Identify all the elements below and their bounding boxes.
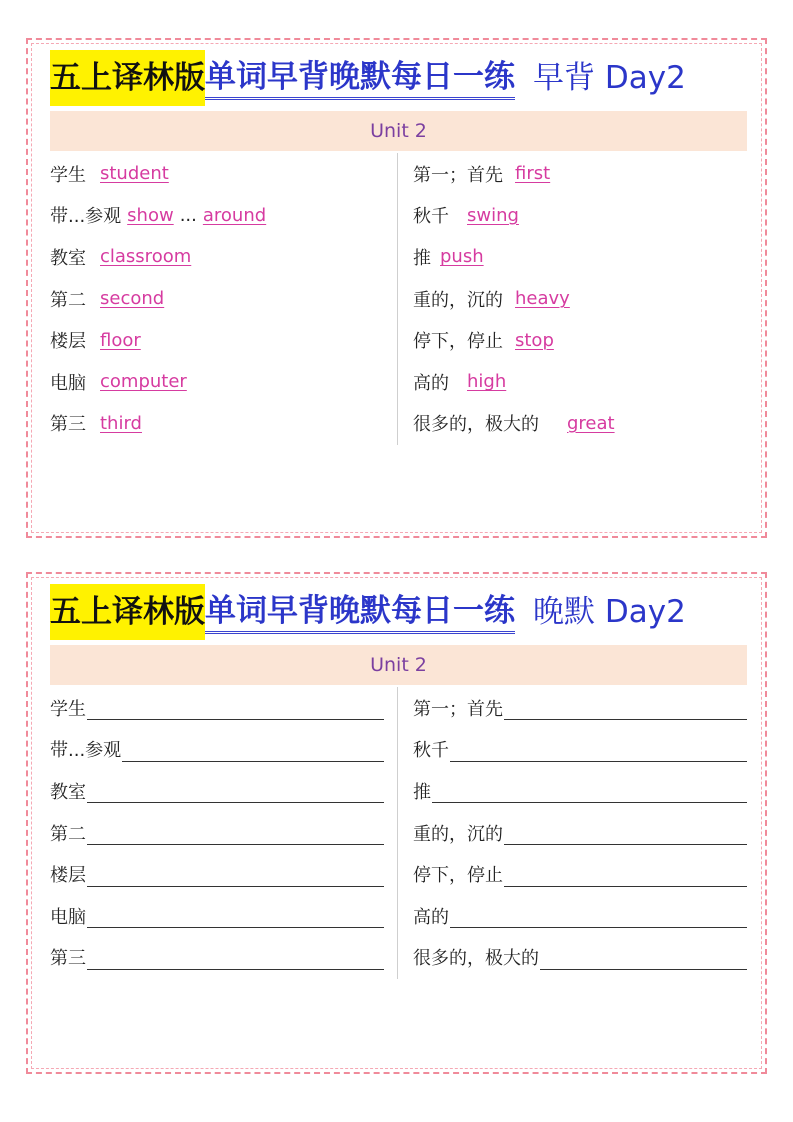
word-row: [50, 195, 395, 237]
dictation-row: [413, 687, 747, 729]
dictation-row: [413, 853, 747, 895]
word-row: [413, 236, 747, 278]
word-chinese: 很多的，极大的: [413, 414, 539, 436]
unit-header: Unit 2: [50, 645, 747, 685]
word-chinese: 教室: [50, 781, 86, 803]
answer-blank[interactable]: [87, 820, 384, 845]
word-chinese: 第三: [50, 414, 86, 436]
word-row: [413, 153, 747, 195]
word-chinese: 电脑: [50, 372, 86, 394]
word-row: [413, 195, 747, 237]
word-english: student: [100, 163, 169, 185]
word-english: third: [100, 412, 142, 434]
title-main: 单词早背晚默每日一练: [205, 591, 515, 634]
word-english: first: [515, 163, 551, 185]
title-prefix: 五上译林版: [50, 584, 205, 640]
word-row: [413, 319, 747, 361]
answer-blank[interactable]: [87, 903, 384, 928]
dictation-row: [50, 937, 384, 979]
word-chinese: 高的: [413, 372, 449, 394]
word-chinese: 秋千: [413, 206, 449, 228]
answer-blank[interactable]: [87, 945, 384, 970]
answer-blank[interactable]: [504, 862, 747, 887]
right-column: [413, 153, 747, 444]
dictation-row: [50, 895, 384, 937]
word-chinese: 第一；首先: [413, 698, 503, 720]
word-chinese: 带...参观: [50, 740, 122, 762]
dictation-row: [50, 687, 384, 729]
word-row: [50, 319, 395, 361]
title-prefix: 五上译林版: [50, 50, 205, 106]
left-column: [50, 687, 384, 978]
answer-blank[interactable]: [504, 820, 747, 845]
word-english: great: [567, 412, 615, 434]
answer-blank[interactable]: [432, 778, 747, 803]
dictation-row: [413, 770, 747, 812]
dictation-row: [50, 729, 384, 771]
word-english: high: [467, 371, 507, 393]
worksheet-card-evening: [26, 572, 767, 1074]
word-chinese: 第二: [50, 289, 86, 311]
word-chinese: 学生: [50, 164, 86, 186]
unit-header: Unit 2: [50, 111, 747, 151]
word-english-second: around: [202, 204, 267, 226]
word-english: stop: [515, 329, 554, 351]
dictation-row: [50, 853, 384, 895]
word-chinese: 第二: [50, 823, 86, 845]
word-chinese: 推: [413, 247, 431, 269]
answer-blank[interactable]: [450, 903, 747, 928]
card-title: [50, 584, 750, 640]
answer-blank[interactable]: [122, 737, 384, 762]
word-chinese: 学生: [50, 698, 86, 720]
right-column: [413, 687, 747, 978]
word-row: [50, 278, 395, 320]
word-row: [413, 278, 747, 320]
word-row: [50, 236, 395, 278]
word-chinese: 第一；首先: [413, 164, 503, 186]
word-english: push: [440, 246, 484, 268]
title-tail: 晚默 Day2: [533, 594, 686, 630]
dictation-row: [413, 812, 747, 854]
title-main: 单词早背晚默每日一练: [205, 57, 515, 100]
word-chinese: 停下，停止: [413, 331, 503, 353]
word-english: second: [100, 288, 165, 310]
word-english: computer: [100, 371, 187, 393]
word-row: [413, 361, 747, 403]
word-english: floor: [100, 329, 141, 351]
word-chinese: 楼层: [50, 331, 86, 353]
answer-blank[interactable]: [450, 737, 747, 762]
answer-blank[interactable]: [87, 778, 384, 803]
answer-blank[interactable]: [504, 695, 747, 720]
title-tail: 早背 Day2: [533, 60, 686, 96]
word-chinese: 很多的，极大的: [413, 948, 539, 970]
word-english: heavy: [515, 288, 570, 310]
word-chinese: 带...参观: [50, 206, 122, 228]
column-divider: [397, 687, 398, 979]
answer-blank[interactable]: [87, 862, 384, 887]
word-english: classroom: [100, 246, 192, 268]
left-column: [50, 153, 395, 444]
word-row: [50, 403, 395, 445]
word-row: [413, 403, 747, 445]
word-ellipsis: ...: [179, 204, 197, 226]
word-row: [50, 153, 395, 195]
dictation-row: [50, 770, 384, 812]
word-row: [50, 361, 395, 403]
word-chinese: 教室: [50, 247, 86, 269]
word-chinese: 推: [413, 781, 431, 803]
word-chinese: 楼层: [50, 865, 86, 887]
dictation-row: [50, 812, 384, 854]
worksheet-card-morning: [26, 38, 767, 538]
dictation-row: [413, 729, 747, 771]
word-chinese: 停下，停止: [413, 865, 503, 887]
answer-blank[interactable]: [540, 945, 747, 970]
word-english: show: [127, 204, 174, 226]
word-chinese: 高的: [413, 906, 449, 928]
word-chinese: 第三: [50, 948, 86, 970]
card-title: [50, 50, 750, 106]
answer-blank[interactable]: [87, 695, 384, 720]
column-divider: [397, 153, 398, 445]
word-chinese: 秋千: [413, 740, 449, 762]
word-chinese: 重的，沉的: [413, 289, 503, 311]
word-chinese: 重的，沉的: [413, 823, 503, 845]
word-chinese: 电脑: [50, 906, 86, 928]
dictation-row: [413, 937, 747, 979]
word-english: swing: [467, 204, 519, 226]
dictation-row: [413, 895, 747, 937]
